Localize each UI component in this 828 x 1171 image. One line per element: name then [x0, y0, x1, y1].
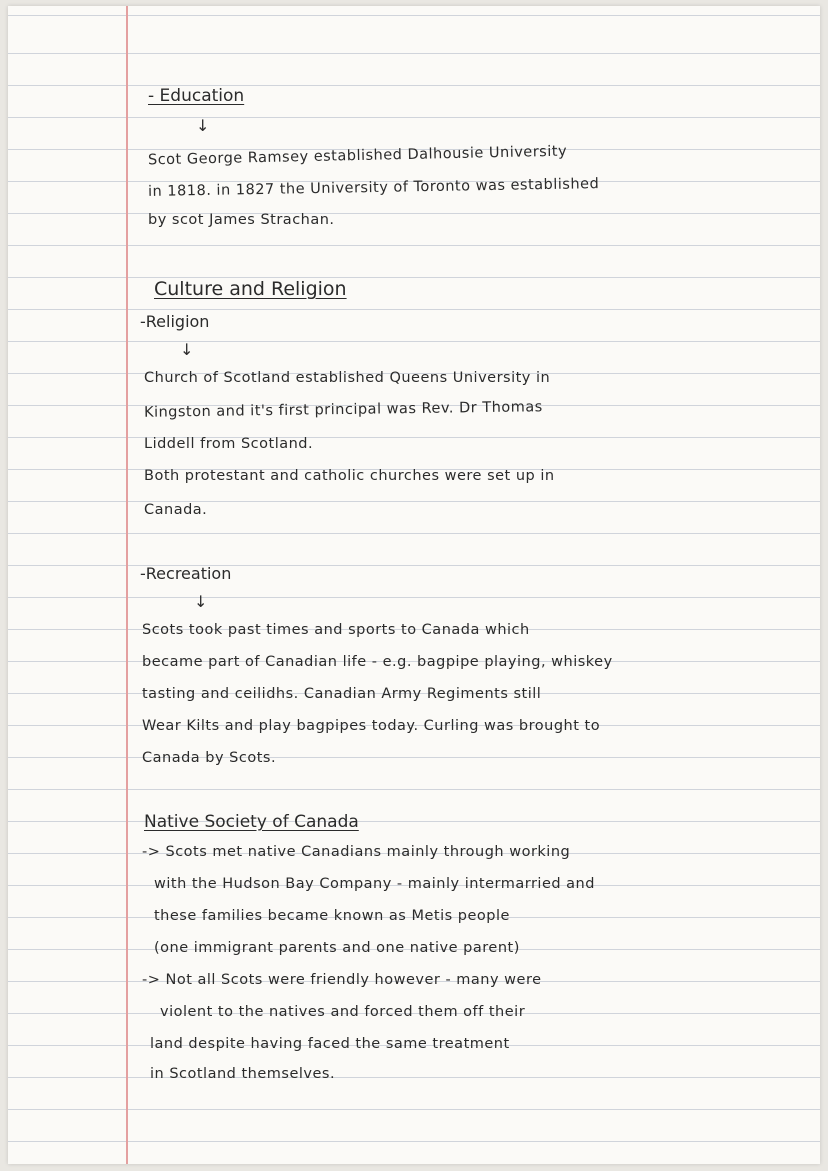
native-line-8: in Scotland themselves. — [150, 1066, 336, 1082]
native-heading: Native Society of Canada — [144, 812, 359, 832]
native-line-3: these families became known as Metis people — [154, 908, 510, 924]
native-line-6: violent to the natives and forced them off their — [160, 1004, 526, 1020]
native-line-7: land despite having faced the same treatment — [150, 1036, 510, 1052]
religion-line-1: Church of Scotland established Queens University in — [144, 370, 551, 386]
down-arrow-icon: ↓ — [194, 592, 208, 611]
education-line-1: Scot George Ramsey established Dalhousie University — [147, 143, 568, 169]
native-line-2: with the Hudson Bay Company - mainly intermarried and — [154, 876, 595, 892]
down-arrow-icon: ↓ — [196, 116, 210, 135]
religion-line-3: Liddell from Scotland. — [144, 436, 314, 452]
culture-heading: Culture and Religion — [154, 278, 347, 300]
recreation-line-2: became part of Canadian life - e.g. bagpipe playing, whiskey — [142, 654, 613, 670]
religion-heading: -Religion — [140, 312, 210, 331]
notebook-page — [8, 6, 820, 1164]
education-line-3: by scot James Strachan. — [148, 212, 335, 228]
religion-line-2: Kingston and it's first principal was Rev. Dr Thomas — [143, 399, 543, 421]
recreation-line-5: Canada by Scots. — [142, 750, 277, 766]
education-heading: - Education — [148, 86, 245, 106]
recreation-line-4: Wear Kilts and play bagpipes today. Curling was brought to — [142, 718, 601, 734]
recreation-heading: -Recreation — [140, 564, 232, 583]
recreation-line-1: Scots took past times and sports to Canada which — [142, 622, 530, 638]
recreation-line-3: tasting and ceilidhs. Canadian Army Regiments still — [142, 686, 542, 702]
margin-line — [126, 6, 128, 1164]
religion-line-5: Canada. — [144, 502, 208, 518]
native-line-1: -> Scots met native Canadians mainly through working — [142, 844, 571, 860]
down-arrow-icon: ↓ — [180, 340, 194, 359]
religion-line-4: Both protestant and catholic churches were set up in — [144, 468, 555, 484]
native-line-4: (one immigrant parents and one native parent) — [154, 940, 520, 956]
education-line-2: in 1818. in 1827 the University of Toronto was established — [147, 176, 600, 200]
native-line-5: -> Not all Scots were friendly however - many were — [142, 972, 542, 988]
